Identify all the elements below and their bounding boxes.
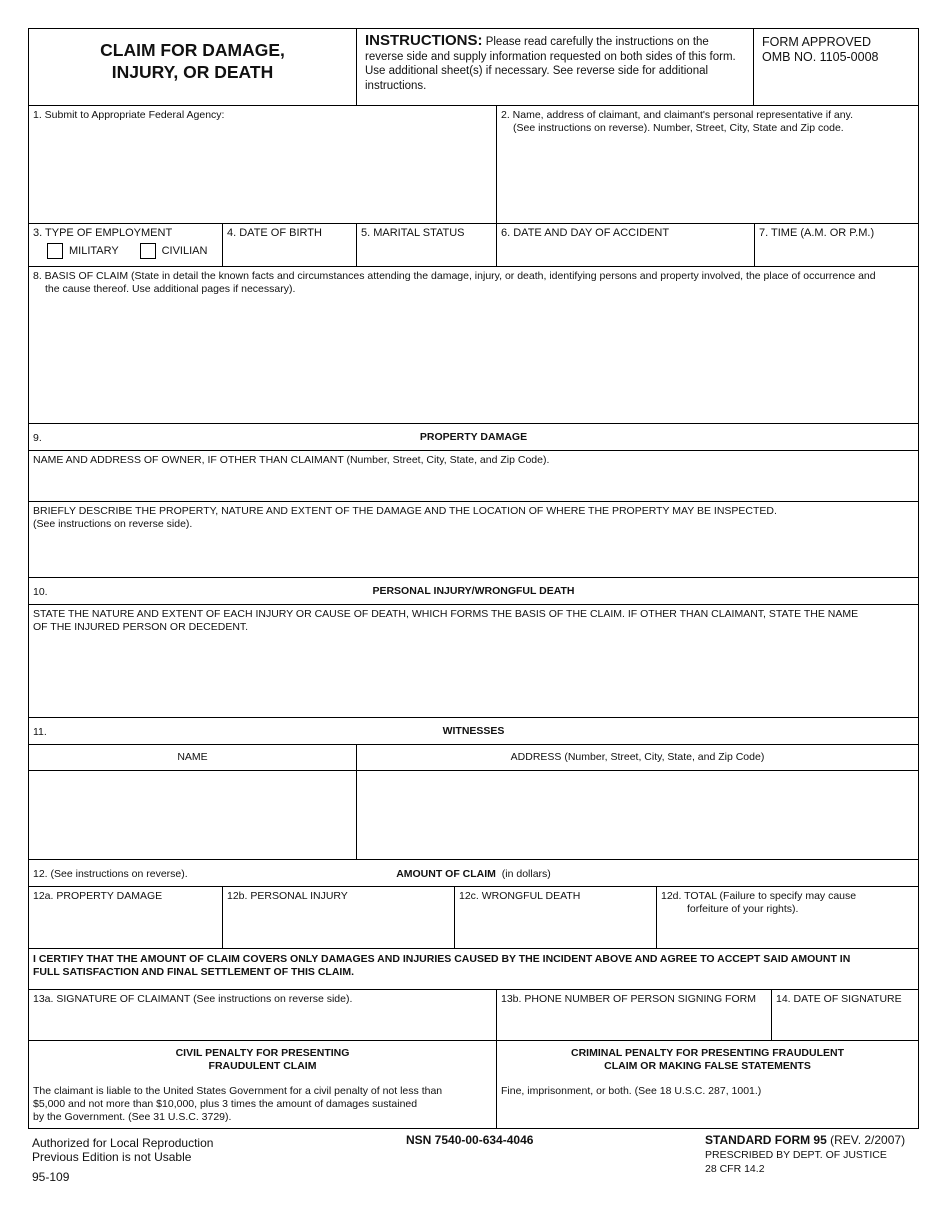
military-label: MILITARY (69, 244, 119, 257)
witness-address-label: ADDRESS (Number, Street, City, State, and Zip Code) (510, 751, 765, 763)
footer-standard-form (705, 1133, 905, 1176)
section-11-number: 11. (33, 726, 47, 738)
field-4-label: 4. DATE OF BIRTH (227, 227, 322, 239)
civil-text-line3: by the Government. (See 31 U.S.C. 3729). (33, 1111, 232, 1123)
property-description-field[interactable] (29, 502, 918, 578)
cfr-reference: 28 CFR 14.2 (705, 1163, 765, 1175)
personal-injury-heading: PERSONAL INJURY/WRONGFUL DEATH (372, 585, 575, 597)
section-9-number: 9. (33, 432, 42, 444)
title-line2: INJURY, OR DEATH (111, 62, 274, 82)
section-12-number: 12. (See instructions on reverse). (33, 868, 188, 880)
injury-text-line2: OF THE INJURED PERSON OR DECEDENT. (33, 621, 249, 633)
property-damage-heading: PROPERTY DAMAGE (419, 431, 528, 443)
auth-line1: Authorized for Local Reproduction (32, 1136, 214, 1150)
describe-line1: BRIEFLY DESCRIBE THE PROPERTY, NATURE AND EXTENT OF THE DAMAGE AND THE LOCATION OF WHERE THE PROPERTY MAY BE INSPECTED. (33, 505, 777, 517)
injury-text-line1: STATE THE NATURE AND EXTENT OF EACH INJURY OR CAUSE OF DEATH, WHICH FORMS THE BASIS OF THE CLAIM. IF OTHER THAN CLAIMANT, STATE THE NAME (33, 608, 859, 620)
form-approved-box (754, 29, 918, 106)
field-1-label: 1. Submit to Appropriate Federal Agency: (33, 109, 225, 121)
field-13a-signature[interactable] (29, 990, 497, 1041)
field-12d-total[interactable] (657, 887, 918, 949)
field-3-employment (29, 224, 223, 267)
instructions-box (357, 29, 754, 106)
civil-text-line2: $5,000 and not more than $10,000, plus 3 times the amount of damages sustained (33, 1098, 418, 1110)
criminal-heading-line1: CRIMINAL PENALTY FOR PRESENTING FRAUDULENT (570, 1047, 844, 1059)
witness-name-label: NAME (177, 751, 208, 763)
field-6-label: 6. DATE AND DAY OF ACCIDENT (501, 227, 670, 239)
nsn-number: NSN 7540-00-634-4046 (406, 1133, 534, 1147)
field-4-dob[interactable] (223, 224, 357, 267)
field-12a-property[interactable] (29, 887, 223, 949)
footer-authorization (32, 1136, 213, 1184)
civil-heading-line2: FRAUDULENT CLAIM (208, 1060, 317, 1072)
criminal-text: Fine, imprisonment, or both. (See 18 U.S.C. 287, 1001.) (501, 1085, 762, 1097)
field-8-label-line1: 8. BASIS OF CLAIM (State in detail the known facts and circumstances attending the damage, injury, or death, identifying persons and property involved, the place of occurrence and (33, 270, 876, 282)
field-5-marital[interactable] (357, 224, 497, 267)
field-13b-label: 13b. PHONE NUMBER OF PERSON SIGNING FORM (501, 993, 756, 1005)
property-damage-header (29, 424, 918, 451)
field-14-label: 14. DATE OF SIGNATURE (776, 993, 902, 1005)
field-5-label: 5. MARITAL STATUS (361, 227, 465, 239)
field-12a-label: 12a. PROPERTY DAMAGE (33, 890, 163, 902)
auth-line2: Previous Edition is not Usable (32, 1150, 192, 1164)
civilian-checkbox[interactable] (140, 243, 156, 259)
instructions-label: INSTRUCTIONS: (365, 32, 483, 49)
civilian-label: CIVILIAN (161, 244, 208, 257)
personal-injury-header (29, 578, 918, 605)
certification (29, 949, 918, 990)
field-2-label-line1: 2. Name, address of claimant, and claimant's personal representative if any. (501, 109, 853, 121)
field-2-label-line2: (See instructions on reverse). Number, Street, City, State and Zip code. (513, 122, 844, 134)
form-approved: FORM APPROVED (762, 35, 872, 49)
civil-penalty (29, 1041, 497, 1128)
field-8-basis[interactable] (29, 267, 918, 424)
amount-heading: AMOUNT OF CLAIM (396, 868, 496, 880)
sf-name: STANDARD FORM 95 (705, 1133, 827, 1147)
prescribed-by: PRESCRIBED BY DEPT. OF JUSTICE (705, 1149, 887, 1161)
sf-revision: (REV. 2/2007) (830, 1133, 906, 1147)
amount-unit: (in dollars) (501, 868, 551, 880)
certify-line1: I CERTIFY THAT THE AMOUNT OF CLAIM COVERS ONLY DAMAGES AND INJURIES CAUSED BY THE INCIDENT ABOVE AND AGREE TO ACCEPT SAID AMOUNT IN (33, 953, 851, 965)
certify-line2: FULL SATISFACTION AND FINAL SETTLEMENT OF THIS CLAIM. (33, 966, 355, 978)
field-12b-injury[interactable] (223, 887, 455, 949)
claim-form (28, 28, 919, 1129)
field-3-label: 3. TYPE OF EMPLOYMENT (33, 227, 173, 239)
field-12d-label-line2: forfeiture of your rights). (687, 903, 799, 915)
title-line1: CLAIM FOR DAMAGE, (100, 40, 285, 60)
field-12c-death[interactable] (455, 887, 657, 949)
form-title (29, 29, 357, 106)
field-14-date[interactable] (772, 990, 918, 1041)
field-12b-label: 12b. PERSONAL INJURY (227, 890, 348, 902)
injury-description-field[interactable] (29, 605, 918, 718)
witness-name-field[interactable] (29, 771, 357, 860)
field-13b-phone[interactable] (497, 990, 772, 1041)
field-7-time[interactable] (755, 224, 918, 267)
amount-header (29, 860, 918, 887)
owner-field[interactable] (29, 451, 918, 502)
witnesses-header (29, 718, 918, 745)
form-code: 95-109 (32, 1170, 70, 1184)
field-8-label-line2: the cause thereof. Use additional pages if necessary). (45, 283, 296, 295)
section-10-number: 10. (33, 586, 48, 598)
witness-address-header (357, 745, 918, 771)
field-2-claimant[interactable] (497, 106, 918, 224)
owner-label: NAME AND ADDRESS OF OWNER, IF OTHER THAN CLAIMANT (Number, Street, City, State, and Zip Code). (33, 454, 550, 466)
witness-address-field[interactable] (357, 771, 918, 860)
field-12c-label: 12c. WRONGFUL DEATH (459, 890, 581, 902)
instructions-text: Please read carefully the instructions on the reverse side and supply information requested on both sides of this form. Use additional sheet(s) if necessary. See reverse side for additional instructions. (365, 36, 736, 92)
military-checkbox[interactable] (47, 243, 63, 259)
witness-name-header (29, 745, 357, 771)
witnesses-heading: WITNESSES (442, 725, 505, 737)
criminal-heading-line2: CLAIM OR MAKING FALSE STATEMENTS (604, 1060, 811, 1072)
criminal-penalty (497, 1041, 918, 1128)
civil-text-line1: The claimant is liable to the United States Government for a civil penalty of not less than (33, 1085, 443, 1097)
field-1-agency[interactable] (29, 106, 497, 224)
civil-heading-line1: CIVIL PENALTY FOR PRESENTING (175, 1047, 350, 1059)
field-13a-label: 13a. SIGNATURE OF CLAIMANT (See instructions on reverse side). (33, 993, 353, 1005)
field-12d-label-line1: 12d. TOTAL (Failure to specify may cause (661, 890, 857, 902)
describe-line2: (See instructions on reverse side). (33, 518, 193, 530)
field-6-accident-date[interactable] (497, 224, 755, 267)
field-7-label: 7. TIME (A.M. OR P.M.) (759, 227, 875, 239)
omb-number: OMB NO. 1105-0008 (762, 50, 879, 64)
